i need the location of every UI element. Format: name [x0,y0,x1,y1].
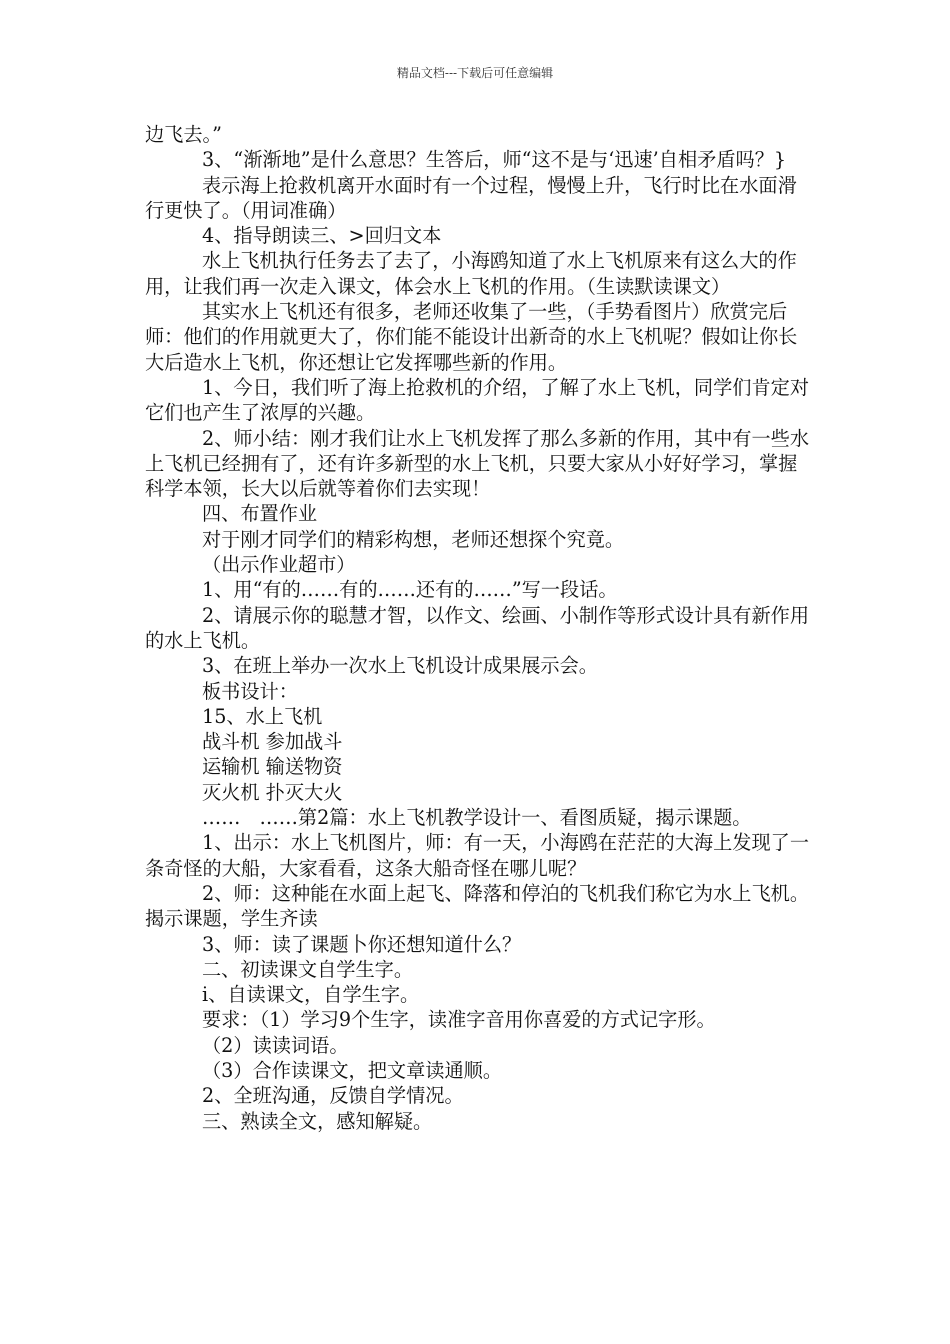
board-line: 战斗机 参加战斗 [202,730,343,754]
board-line: 灭火机 扑灭大火 [202,780,343,804]
paragraph: 4、指导朗读三、>回归文本 [202,224,442,248]
document-body [145,122,810,1134]
paragraph: 2、师小结：刚才我们让水上飞机发挥了那么多新的作用，其中有一些水上飞机已经拥有了，还有许多新型的水上飞机，只要大家从小好好学习，掌握科学本领，长大以后就等着你们去实现！ [145,426,810,501]
section-heading: 三、熟读全文，感知解疑。 [202,1109,433,1133]
paragraph: 水上飞机执行任务去了去了，小海鸥知道了水上飞机原来有这么大的作用，让我们再一次走入课文，体会水上飞机的作用。（生读默读课文） [145,249,797,298]
paragraph: （出示作业超市） [202,553,356,577]
paragraph: …… ……第2篇：水上飞机教学设计一、看图质疑，揭示课题。 [202,806,752,830]
paragraph: 要求：（1）学习9个生字，读准字音用你喜爱的方式记字形。 [202,1008,716,1032]
paragraph: 2、师：这种能在水面上起飞、降落和停泊的飞机我们称它为水上飞机。揭示课题，学生齐读 [145,881,810,931]
section-heading: 四、布置作业 [202,502,318,526]
paragraph: 其实水上飞机还有很多，老师还收集了一些，（手势看图片）欣赏完后师：他们的作用就更大了，你们能不能设计出新奇的水上飞机呢？假如让你长大后造水上飞机，你还想让它发挥哪些新的作用。 [145,300,798,374]
section-heading: 板书设计： [202,679,298,703]
board-line: 15、水上飞机 [202,704,323,728]
paragraph: 对于刚才同学们的精彩构想，老师还想探个究竟。 [202,527,625,551]
paragraph: 3、师：读了课题卜你还想知道什么？ [202,932,522,956]
page-header: 精品文档---下载后可任意编辑 [396,66,554,80]
paragraph: i、自读课文，自学生字。 [202,983,420,1007]
paragraph: 2、请展示你的聪慧才智，以作文、绘画、小制作等形式设计具有新作用的水上飞机。 [145,603,810,652]
paragraph: （2）读读词语。 [202,1033,349,1057]
paragraph: 2、全班沟通，反馈自学情况。 [202,1084,464,1108]
paragraph: 1、出示：水上飞机图片，师：有一天，小海鸥在茫茫的大海上发现了一条奇怪的大船，大家看看，这条大船奇怪在哪儿呢？ [145,831,810,880]
section-heading: 二、初读课文自学生字。 [202,957,414,981]
paragraph: 1、今日，我们听了海上抢救机的介绍，了解了水上飞机，同学们肯定对它们也产生了浓厚的兴趣。 [145,375,810,425]
paragraph: 边飞去。” [145,123,222,146]
paragraph: （3）合作读课文，把文章读通顺。 [202,1058,503,1082]
board-line: 运输机 输送物资 [202,755,343,779]
paragraph: 3、“渐渐地”是什么意思？生答后，师“这不是与‘迅速’自相矛盾吗？} [202,148,787,172]
paragraph: 3、在班上举办一次水上飞机设计成果展示会。 [202,654,598,678]
paragraph: 表示海上抢救机离开水面时有一个过程，慢慢上升，飞行时比在水面滑行更快了。（用词准确） [145,173,797,222]
paragraph: 1、用“有的……有的……还有的……”写一段话。 [202,578,618,602]
